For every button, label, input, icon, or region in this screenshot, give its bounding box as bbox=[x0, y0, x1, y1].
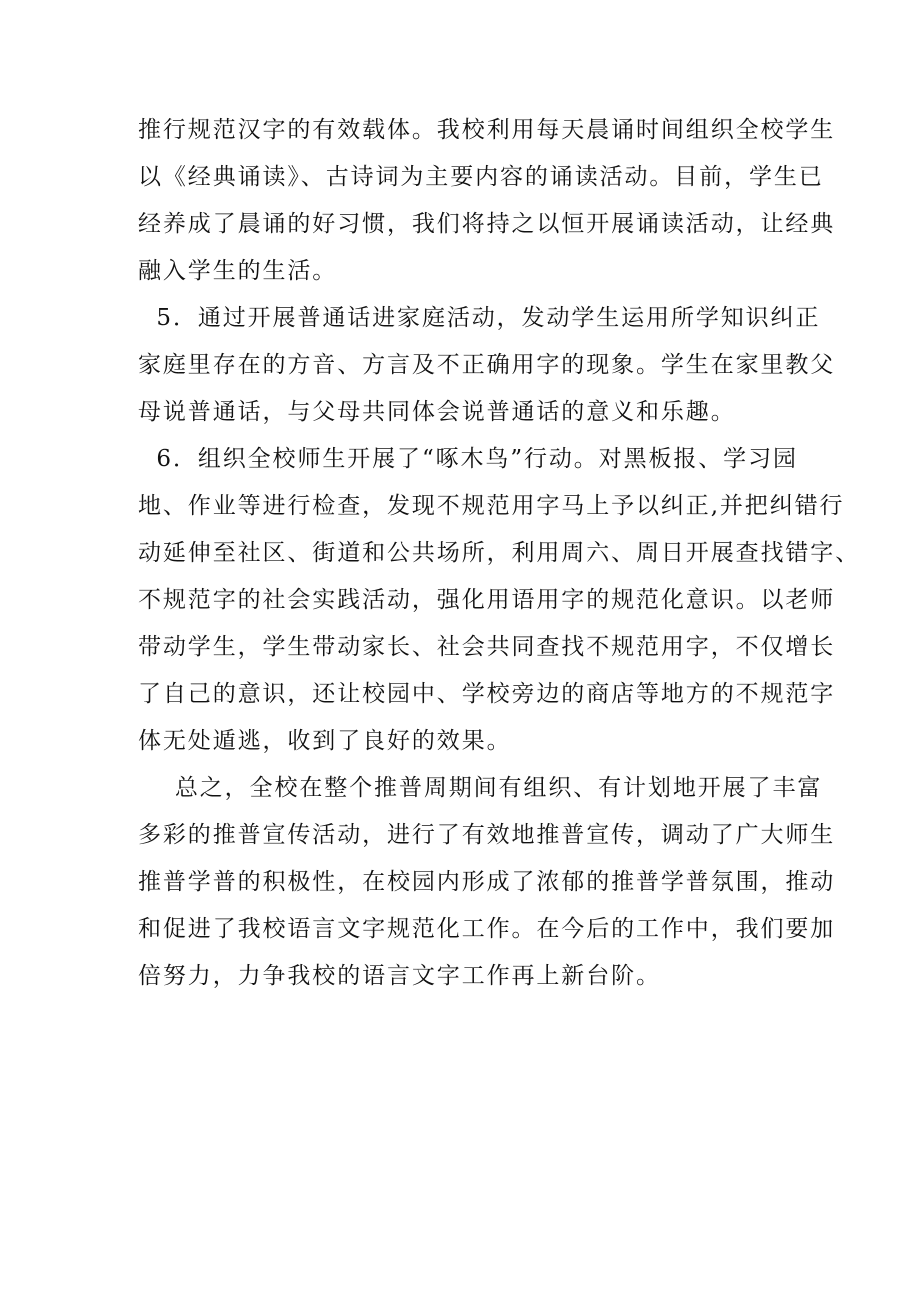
text-line: 推行规范汉字的有效载体。我校利用每天晨诵时间组织全校学生 bbox=[138, 117, 836, 143]
paragraph-classics-reading bbox=[138, 107, 836, 295]
text-line: 5．通过开展普通话进家庭活动，发动学生运用所学知识纠正 bbox=[138, 305, 821, 331]
text-line: 推普学普的积极性，在校园内形成了浓郁的推普学普氛围，推动 bbox=[138, 869, 836, 895]
text-line: 多彩的推普宣传活动，进行了有效地推普宣传，调动了广大师生 bbox=[138, 822, 836, 848]
text-line: 动延伸至社区、街道和公共场所，利用周六、周日开展查找错字、 bbox=[138, 540, 861, 566]
text-line: 体无处遁逃，收到了良好的效果。 bbox=[138, 728, 512, 754]
paragraph-item-6 bbox=[138, 436, 861, 765]
text-line: 倍努力，力争我校的语言文字工作再上新台阶。 bbox=[138, 963, 661, 989]
text-line: 融入学生的生活。 bbox=[138, 258, 338, 284]
text-line: 和促进了我校语言文字规范化工作。在今后的工作中，我们要加 bbox=[138, 916, 836, 942]
text-line: 6．组织全校师生开展了“啄木鸟”行动。对黑板报、学习园 bbox=[138, 446, 798, 472]
text-line: 地、作业等进行检查，发现不规范用字马上予以纠正,并把纠错行 bbox=[138, 493, 845, 519]
document-body bbox=[138, 107, 861, 1000]
text-line: 家庭里存在的方音、方言及不正确用字的现象。学生在家里教父 bbox=[138, 352, 836, 378]
text-line: 总之，全校在整个推普周期间有组织、有计划地开展了丰富 bbox=[138, 775, 823, 801]
paragraph-item-5 bbox=[138, 295, 836, 436]
paragraph-summary bbox=[138, 765, 836, 1000]
text-line: 母说普通话，与父母共同体会说普通话的意义和乐趣。 bbox=[138, 399, 736, 425]
text-line: 不规范字的社会实践活动，强化用语用字的规范化意识。以老师 bbox=[138, 587, 836, 613]
text-line: 经养成了晨诵的好习惯，我们将持之以恒开展诵读活动，让经典 bbox=[138, 211, 836, 237]
text-line: 带动学生，学生带动家长、社会共同查找不规范用字，不仅增长 bbox=[138, 634, 836, 660]
text-line: 了自己的意识，还让校园中、学校旁边的商店等地方的不规范字 bbox=[138, 681, 836, 707]
text-line: 以《经典诵读》、古诗词为主要内容的诵读活动。目前，学生已 bbox=[138, 164, 824, 190]
